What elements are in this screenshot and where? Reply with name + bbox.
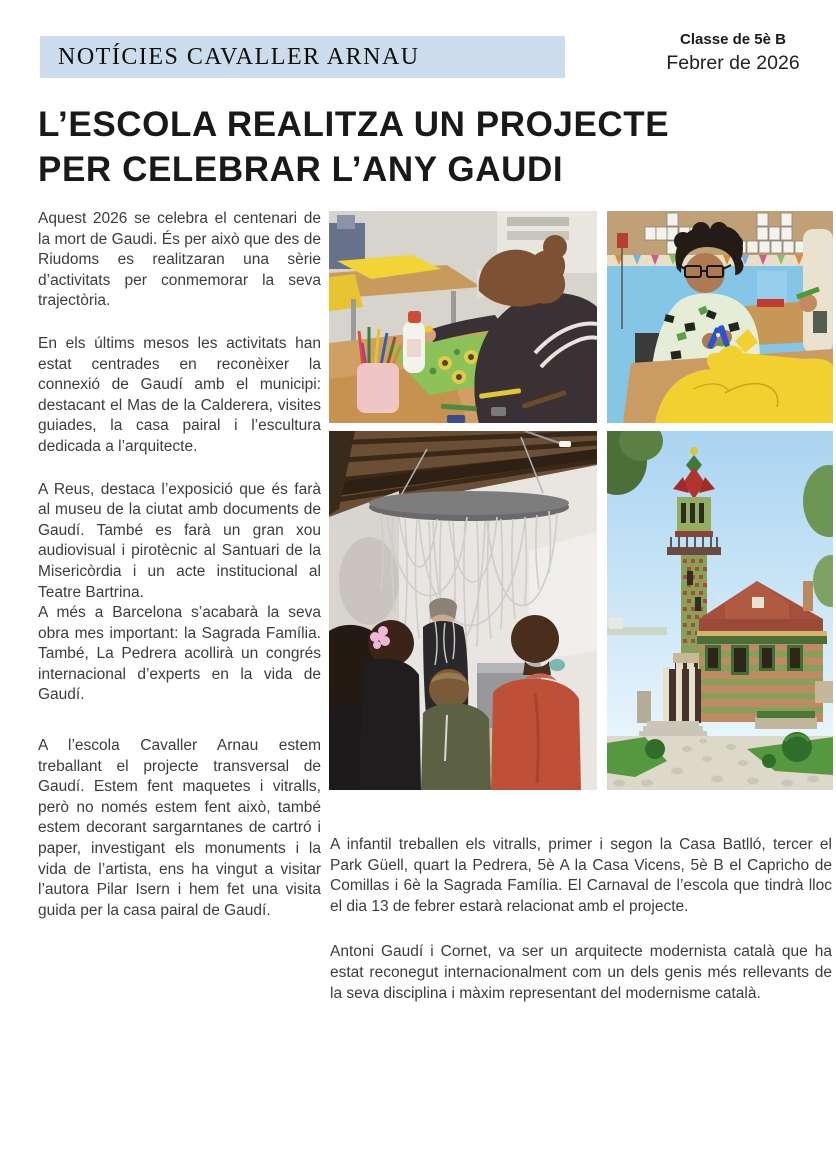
class-label: Classe de 5è B: [680, 31, 786, 48]
masthead-meta: [628, 30, 836, 75]
photo-classroom-yellow-paper: [607, 211, 833, 423]
article-right-column: [330, 835, 832, 1029]
paragraph: A l’escola Cavaller Arnau estem treballant el projecte transversal de Gaudí. Estem fent maquetes i vitralls, però no només estem fent això, també estem decorant sargarntanes de cartró i paper, investigant els monuments i la vida de l’artista, ens ha vingut a visitar l’autora Pilar Isern i hem fet una visita guida per la casa pairal de Gaudí.: [38, 737, 321, 919]
paragraph: A Reus, destaca l’exposició que és farà al museu de la ciutat amb documents de Gaudí. També es farà un gran xou audiovisual i pirotècnic al Santuari de la Misericòrdia i un acte institucional al Teatre Bartrina.: [38, 480, 321, 601]
paragraph: A infantil treballen els vitralls, primer i segon la Casa Batlló, tercer el Park Güell, quart la Pedrera, 5è A la Casa Vicens, 5è B el Capricho de Comillas i 6è la Sagrada Família. El Carnaval de l’escola que tindrà lloc el dia 13 de febrer estarà relacionat amb el projecte.: [330, 836, 832, 915]
paragraph: En els últims mesos les activitats han estat centrades en reconèixer la connexió de Gaudí amb el municipi: destacant el Mas de la Calderera, visites guiades, la casa pairal i l’escultura dedicada a l’arquitecte.: [38, 334, 321, 455]
paragraph: Aquest 2026 se celebra el centenari de la mort de Gaudi. És per això que des de Riudoms es realitzaran una sèrie d’activitats per conmemorar la seva trajectòria.: [38, 210, 321, 310]
issue-date: Febrer de 2026: [666, 52, 800, 74]
paragraph: A més a Barcelona s’acabarà la seva obra mes important: la Sagrada Família. També, La Pedrera acollirà un congrés internacional d’experts en la vida de Gaudí.: [38, 604, 321, 704]
newsletter-banner: [40, 36, 565, 78]
article-headline: [38, 102, 808, 192]
photo-el-capricho-building: [607, 431, 833, 790]
photo-classroom-sunflower-poster: [329, 211, 597, 423]
article-left-column: [38, 209, 321, 943]
newsletter-title: NOTÍCIES CAVALLER ARNAU: [58, 43, 420, 70]
paragraph: Antoni Gaudí i Cornet, va ser un arquitecte modernista català que ha estat reconegut internacionalment com un dels genis més rellevants de la seva disciplina i màxim representant del modernisme català.: [330, 943, 832, 1002]
photo-museum-chain-chandelier: [329, 431, 597, 790]
headline-line-1: L’ESCOLA REALITZA UN PROJECTE: [38, 105, 670, 144]
headline-line-2: PER CELEBRAR L’ANY GAUDI: [38, 150, 564, 189]
